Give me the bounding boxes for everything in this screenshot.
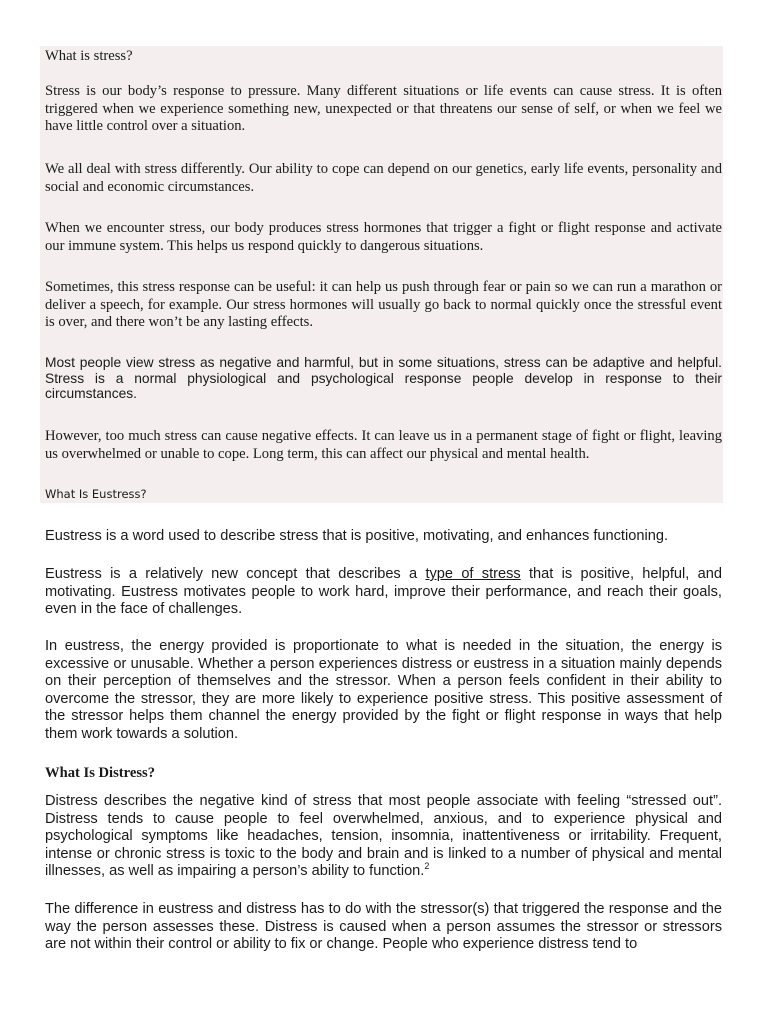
stress-paragraph-2: We all deal with stress differently. Our ability to cope can depend on our genetics, early life events, personality and social and economic circumstances.: [45, 161, 722, 195]
footnote-marker: 2: [424, 861, 430, 872]
eustress-paragraph-3: In eustress, the energy provided is proportionate to what is needed in the situation, the energy is excessive or unusable. Whether a person experiences distress or eustress in a situation mainly depends on their perception of themselves and the stressor. When a person feels confident in their ability to overcome the stressor, they are more likely to experience positive stress. This positive assessment of the stressor helps them channel the energy provided by the fight or flight response in ways that help them work towards a solution.: [45, 638, 722, 742]
heading-what-is-distress: What Is Distress?: [45, 765, 156, 781]
stress-paragraph-5: Most people view stress as negative and harmful, but in some situations, stress can be adaptive and helpful. Stress is a normal physiological and psychological response people develop in response to their circumstances.: [45, 355, 722, 401]
eustress-paragraph-2: [45, 566, 722, 619]
type-of-stress-link[interactable]: type of stress: [425, 566, 521, 582]
eustress-paragraph-1: Eustress is a word used to describe stress that is positive, motivating, and enhances functioning.: [45, 528, 668, 544]
eustress-paragraph-2-text-a: Eustress is a relatively new concept that describes a: [45, 566, 426, 582]
stress-paragraph-4: Sometimes, this stress response can be useful: it can help us push through fear or pain so we can run a marathon or deliver a speech, for example. Our stress hormones will usually go back to normal quickly once the stressful event is over, and there won’t be any lasting effects.: [45, 279, 722, 330]
stress-paragraph-3: When we encounter stress, our body produces stress hormones that trigger a fight or flight response and activate our immune system. This helps us respond quickly to dangerous situations.: [45, 220, 722, 254]
distress-paragraph-1-text: Distress describes the negative kind of stress that most people associate with feeling “stressed out”. Distress tends to cause people to feel overwhelmed, anxious, and to experience physical and psychological symptoms like headaches, tension, insomnia, inattentiveness or irritability. Frequent, intense or chronic stress is toxic to the body and brain and is linked to a number of physical and mental illnesses, as well as impairing a person’s ability to function.: [45, 793, 722, 880]
distress-paragraph-1: [45, 793, 722, 881]
stress-paragraph-1: Stress is our body’s response to pressure. Many different situations or life events can cause stress. It is often triggered when we experience something new, unexpected or that threatens our sense of self, or when we feel we have little control over a situation.: [45, 83, 722, 134]
eustress-paragraph-2-text-b: that is positive, helpful, and motivating. Eustress motivates people to work hard, improve their performance, and reach their goals, even in the face of challenges.: [45, 566, 722, 618]
stress-paragraph-6: However, too much stress can cause negative effects. It can leave us in a permanent stage of fight or flight, leaving us overwhelmed or unable to cope. Long term, this can affect our physical and mental health.: [45, 428, 722, 462]
heading-what-is-eustress: What Is Eustress?: [45, 487, 147, 501]
distress-paragraph-2: The difference in eustress and distress has to do with the stressor(s) that triggered the response and the way the person assesses these. Distress is caused when a person assumes the stressor or stressors are not within their control or ability to fix or change. People who experience distress tend to: [45, 901, 722, 953]
heading-what-is-stress: What is stress?: [45, 48, 133, 64]
